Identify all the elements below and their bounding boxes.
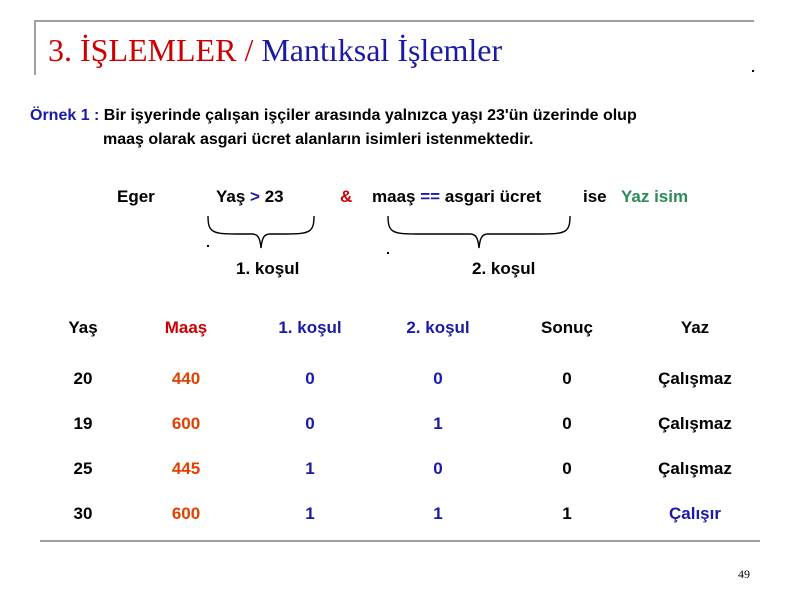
cell-result: 0 — [562, 414, 572, 433]
cell-condition-2: 1 — [433, 414, 443, 433]
cell-age: 20 — [73, 369, 93, 388]
header-condition-1: 1. koşul — [278, 318, 342, 337]
cell-condition-1: 1 — [305, 504, 315, 523]
condition-2-label: 2. koşul — [472, 259, 536, 278]
formula-age-condition — [216, 187, 284, 207]
formula-action: Yaz isim — [621, 187, 689, 206]
cell-result: 1 — [562, 504, 572, 523]
cell-age: 19 — [73, 414, 93, 433]
cell-condition-1: 1 — [305, 459, 315, 478]
cell-condition-2: 1 — [433, 504, 443, 523]
brace-dot-2 — [387, 252, 389, 254]
cell-age: 25 — [73, 459, 93, 478]
cell-write: Çalışmaz — [658, 369, 732, 388]
formula-if: Eger — [117, 187, 155, 206]
cell-write: Çalışmaz — [658, 414, 732, 433]
header-age: Yaş — [68, 318, 98, 337]
page-number: 49 — [738, 567, 750, 581]
header-write: Yaz — [680, 318, 710, 337]
formula-salary: maaş — [372, 187, 416, 206]
cell-salary: 600 — [171, 504, 201, 523]
example-line-1 — [30, 107, 637, 125]
brace-dot-1 — [207, 245, 209, 247]
cell-condition-2: 0 — [433, 369, 443, 388]
title-dot — [752, 70, 754, 72]
condition-1-label: 1. koşul — [236, 259, 300, 278]
cell-result: 0 — [562, 459, 572, 478]
header-result: Sonuç — [541, 318, 593, 337]
brace-condition-2 — [386, 214, 572, 250]
formula-gt: > — [250, 187, 260, 206]
formula-then: ise — [583, 187, 607, 206]
formula-age: Yaş — [216, 187, 246, 206]
formula-min-wage: asgari ücret — [444, 187, 542, 206]
title-left-rule — [34, 20, 36, 75]
title-suffix: Mantıksal İşlemler — [261, 32, 503, 68]
formula-salary-condition — [372, 187, 541, 207]
example-line-2: maaş olarak asgari ücret alanların isimleri istenmektedir. — [103, 131, 534, 148]
cell-result: 0 — [562, 369, 572, 388]
cell-write: Çalışmaz — [658, 459, 732, 478]
header-condition-2: 2. koşul — [406, 318, 470, 337]
title-top-rule — [34, 20, 754, 22]
cell-condition-1: 0 — [305, 369, 315, 388]
header-salary: Maaş — [164, 318, 208, 337]
brace-condition-1 — [206, 214, 316, 250]
example-text-1: Bir işyerinde çalışan işçiler arasında yalnızca yaşı 23'ün üzerinde olup — [99, 107, 637, 124]
formula-eq: == — [420, 187, 441, 206]
cell-write: Çalışır — [669, 504, 721, 523]
cell-condition-1: 0 — [305, 414, 315, 433]
cell-age: 30 — [73, 504, 93, 523]
cell-condition-2: 0 — [433, 459, 443, 478]
bottom-rule — [40, 540, 760, 542]
cell-salary: 600 — [171, 414, 201, 433]
title-prefix: 3. İŞLEMLER / — [48, 32, 262, 68]
slide-title — [48, 32, 502, 69]
formula-threshold: 23 — [264, 187, 284, 206]
cell-salary: 445 — [171, 459, 201, 478]
formula-and: & — [340, 187, 353, 206]
example-label: Örnek 1 : — [30, 107, 100, 124]
cell-salary: 440 — [171, 369, 201, 388]
